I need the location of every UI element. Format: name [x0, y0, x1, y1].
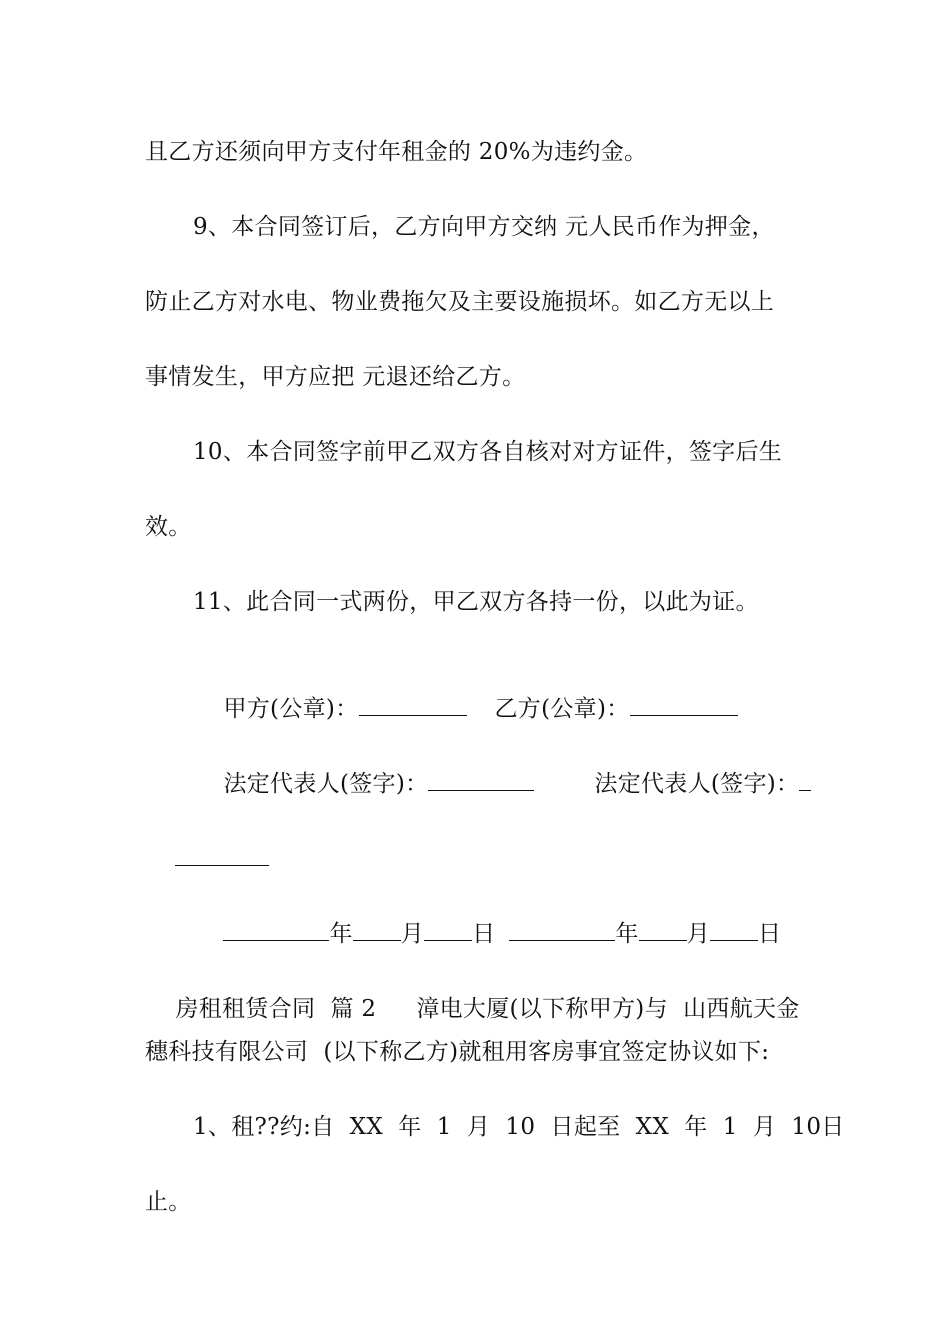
- date-a-month-blank: [353, 918, 401, 941]
- rep-b-blank-continued: [175, 843, 269, 866]
- day-label: 日: [472, 921, 496, 947]
- paragraph-line: 止。: [145, 1189, 192, 1215]
- paragraph-line: 事情发生，甲方应把 元退还给乙方。: [145, 364, 526, 390]
- date-b-year-blank: [509, 918, 615, 941]
- rep-b-label: 法定代表人(签字)：: [594, 771, 800, 797]
- party-a-seal-label: 甲方(公章)：: [223, 696, 359, 722]
- year-label: 年: [615, 921, 639, 947]
- date-a-year-blank: [223, 918, 329, 941]
- paragraph-line: 1、租??约:自 XX 年 1 月 10 日起至 XX 年 1 月 10日: [193, 1114, 845, 1140]
- paragraph-line: 穗科技有限公司 (以下称乙方)就租用客房事宜签定协议如下:: [145, 1039, 770, 1065]
- rep-b-blank-start: [799, 768, 811, 791]
- date-b-day-blank: [710, 918, 758, 941]
- section-heading: 房租租赁合同 篇 2: [175, 996, 377, 1022]
- date-a-day-blank: [424, 918, 472, 941]
- paragraph-line: 9、本合同签订后，乙方向甲方交纳 元人民币作为押金，: [193, 214, 775, 240]
- day-label: 日: [758, 921, 782, 947]
- rep-a-blank: [428, 768, 534, 791]
- month-label: 月: [686, 921, 711, 947]
- paragraph-line: 效。: [145, 514, 192, 540]
- party-b-seal-blank: [630, 693, 738, 716]
- date-b-month-blank: [639, 918, 687, 941]
- month-label: 月: [400, 921, 425, 947]
- party-b-seal-label: 乙方(公章)：: [494, 696, 630, 722]
- party-a-seal-blank: [359, 693, 467, 716]
- paragraph-line: 且乙方还须向甲方支付年租金的 20%为违约金。: [145, 139, 648, 165]
- paragraph-line: 10、本合同签字前甲乙双方各自核对对方证件，签字后生: [193, 439, 783, 465]
- rep-a-label: 法定代表人(签字)：: [223, 771, 429, 797]
- paragraph-text: 漳电大厦(以下称甲方)与 山西航天金: [416, 996, 800, 1022]
- paragraph-line: 防止乙方对水电、物业费拖欠及主要设施损坏。如乙方无以上: [145, 289, 775, 315]
- paragraph-line: 11、此合同一式两份，甲乙双方各持一份，以此为证。: [193, 589, 759, 615]
- year-label: 年: [329, 921, 353, 947]
